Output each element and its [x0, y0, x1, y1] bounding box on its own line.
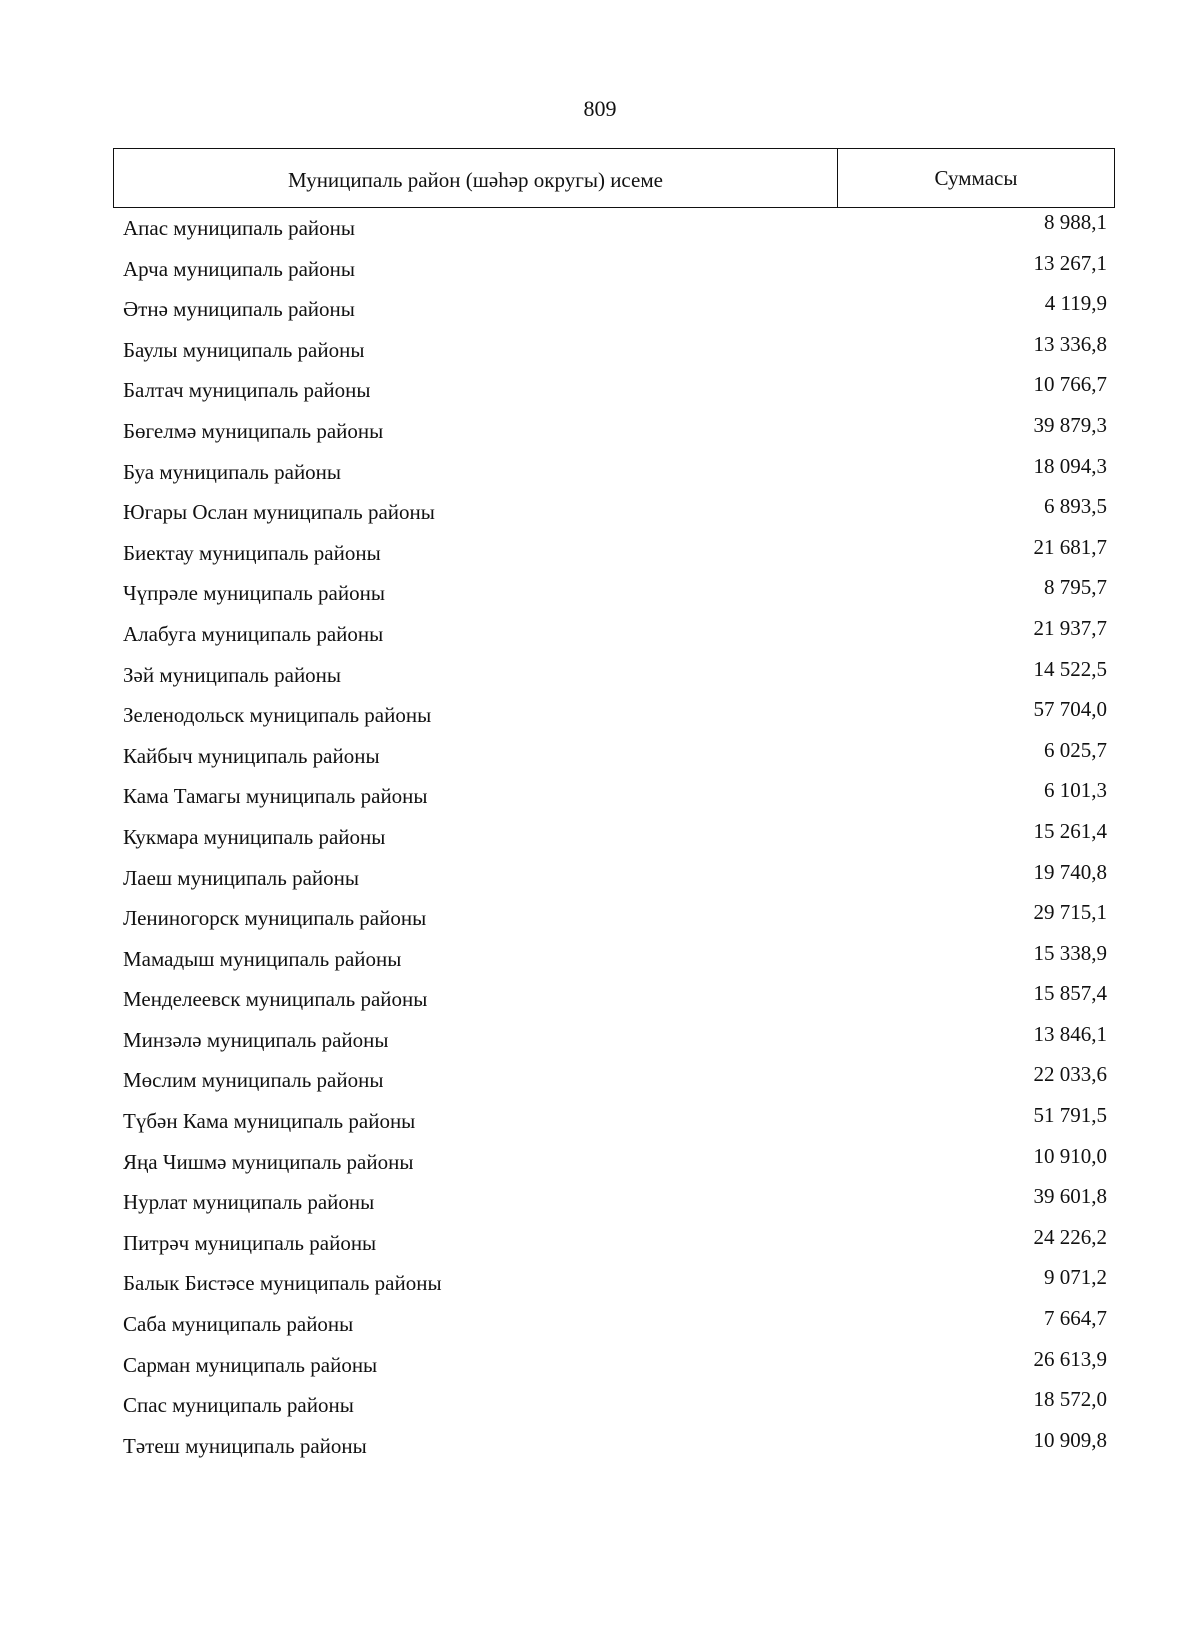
table-row [113, 370, 1115, 411]
district-name: Буа муниципаль районы [123, 459, 342, 484]
district-name: Югары Ослан муниципаль районы [123, 500, 435, 525]
district-name: Биектау муниципаль районы [123, 540, 381, 565]
district-amount: 6 025,7 [1044, 737, 1107, 762]
table-row [113, 1101, 1115, 1142]
district-name: Мамадыш муниципаль районы [123, 946, 402, 971]
page-number: 809 [583, 96, 617, 121]
column-header-name: Муниципаль район (шәһәр округы) исеме [114, 149, 838, 207]
district-amount: 8 795,7 [1044, 575, 1107, 600]
district-amount: 8 988,1 [1044, 210, 1107, 234]
column-header-amount: Суммасы [934, 165, 1018, 190]
district-name: Саба муниципаль районы [123, 1312, 354, 1337]
district-name: Арча муниципаль районы [123, 256, 355, 281]
table-row [113, 208, 1115, 249]
table-row [113, 1020, 1115, 1061]
district-name: Чүпрәле муниципаль районы [123, 581, 385, 606]
district-amount: 21 937,7 [1033, 615, 1107, 640]
district-name: Кайбыч муниципаль районы [123, 743, 380, 768]
table-row [113, 858, 1115, 899]
table-row [113, 492, 1115, 533]
table-row [113, 1345, 1115, 1386]
district-name: Спас муниципаль районы [123, 1393, 354, 1418]
district-amount: 51 791,5 [1033, 1103, 1107, 1128]
table-row [113, 817, 1115, 858]
district-name: Лениногорск муниципаль районы [123, 906, 427, 931]
table-row [113, 1142, 1115, 1183]
district-name: Баулы муниципаль районы [123, 337, 365, 362]
district-amount: 13 336,8 [1033, 331, 1107, 356]
table-row [113, 736, 1115, 777]
district-amount: 39 879,3 [1033, 412, 1107, 437]
table-row [113, 1385, 1115, 1426]
table-row [113, 776, 1115, 817]
district-name: Нурлат муниципаль районы [123, 1190, 375, 1215]
district-amount: 4 119,9 [1044, 291, 1107, 316]
district-amount: 24 226,2 [1033, 1224, 1107, 1249]
district-name: Яңа Чишмә муниципаль районы [123, 1149, 414, 1174]
district-name: Менделеевск муниципаль районы [123, 987, 428, 1012]
district-name: Сарман муниципаль районы [123, 1352, 378, 1377]
district-name: Бөгелмә муниципаль районы [123, 418, 384, 443]
table-row [113, 1263, 1115, 1304]
table-row [113, 1182, 1115, 1223]
district-name: Тәтеш муниципаль районы [123, 1433, 367, 1458]
district-name: Минзәлә муниципаль районы [123, 1027, 389, 1052]
district-name: Лаеш муниципаль районы [123, 865, 360, 890]
district-name: Балык Бистәсе муниципаль районы [123, 1271, 442, 1296]
table-row [113, 695, 1115, 736]
district-amount: 22 033,6 [1033, 1062, 1107, 1087]
district-amount: 14 522,5 [1033, 656, 1107, 681]
district-amount: 6 101,3 [1044, 778, 1107, 803]
district-name: Түбән Кама муниципаль районы [123, 1109, 416, 1134]
district-amount: 26 613,9 [1033, 1346, 1107, 1371]
district-amount: 10 909,8 [1033, 1427, 1107, 1452]
district-amount: 6 893,5 [1044, 494, 1107, 519]
district-amount: 15 261,4 [1033, 818, 1107, 843]
table-row [113, 249, 1115, 290]
table-row [113, 1223, 1115, 1264]
district-amount: 18 572,0 [1033, 1387, 1107, 1412]
table-row [113, 979, 1115, 1020]
district-name: Мөслим муниципаль районы [123, 1068, 384, 1093]
table-row [113, 289, 1115, 330]
district-name: Балтач муниципаль районы [123, 378, 371, 403]
district-amount: 19 740,8 [1033, 859, 1107, 884]
table-row [113, 898, 1115, 939]
table-row [113, 1304, 1115, 1345]
table-row [113, 614, 1115, 655]
district-amount: 15 338,9 [1033, 940, 1107, 965]
table-row [113, 411, 1115, 452]
district-name: Кама Тамагы муниципаль районы [123, 784, 428, 809]
table-body [113, 208, 1115, 1466]
district-amount: 57 704,0 [1033, 697, 1107, 722]
table-row [113, 1060, 1115, 1101]
district-amount: 10 910,0 [1033, 1143, 1107, 1168]
district-name: Зәй муниципаль районы [123, 662, 342, 687]
table-row [113, 533, 1115, 574]
district-amount: 13 846,1 [1033, 1021, 1107, 1046]
district-amount: 7 664,7 [1044, 1306, 1107, 1331]
table-row [113, 1426, 1115, 1467]
table-row [113, 452, 1115, 493]
district-name: Әтнә муниципаль районы [123, 297, 355, 322]
district-amount: 10 766,7 [1033, 372, 1107, 397]
district-name: Кукмара муниципаль районы [123, 824, 386, 849]
table-row [113, 573, 1115, 614]
table-row [113, 939, 1115, 980]
district-amount: 13 267,1 [1033, 250, 1107, 275]
district-amount: 29 715,1 [1033, 900, 1107, 925]
table-header [113, 148, 1115, 208]
district-name: Апас муниципаль районы [123, 216, 355, 240]
district-name: Питрәч муниципаль районы [123, 1230, 377, 1255]
district-name: Зеленодольск муниципаль районы [123, 703, 432, 728]
district-amount: 18 094,3 [1033, 453, 1107, 478]
district-amount: 21 681,7 [1033, 534, 1107, 559]
table-row [113, 330, 1115, 371]
district-amount: 39 601,8 [1033, 1184, 1107, 1209]
district-name: Алабуга муниципаль районы [123, 621, 384, 646]
district-amount: 9 071,2 [1044, 1265, 1107, 1290]
table-row [113, 655, 1115, 696]
district-amount: 15 857,4 [1033, 981, 1107, 1006]
